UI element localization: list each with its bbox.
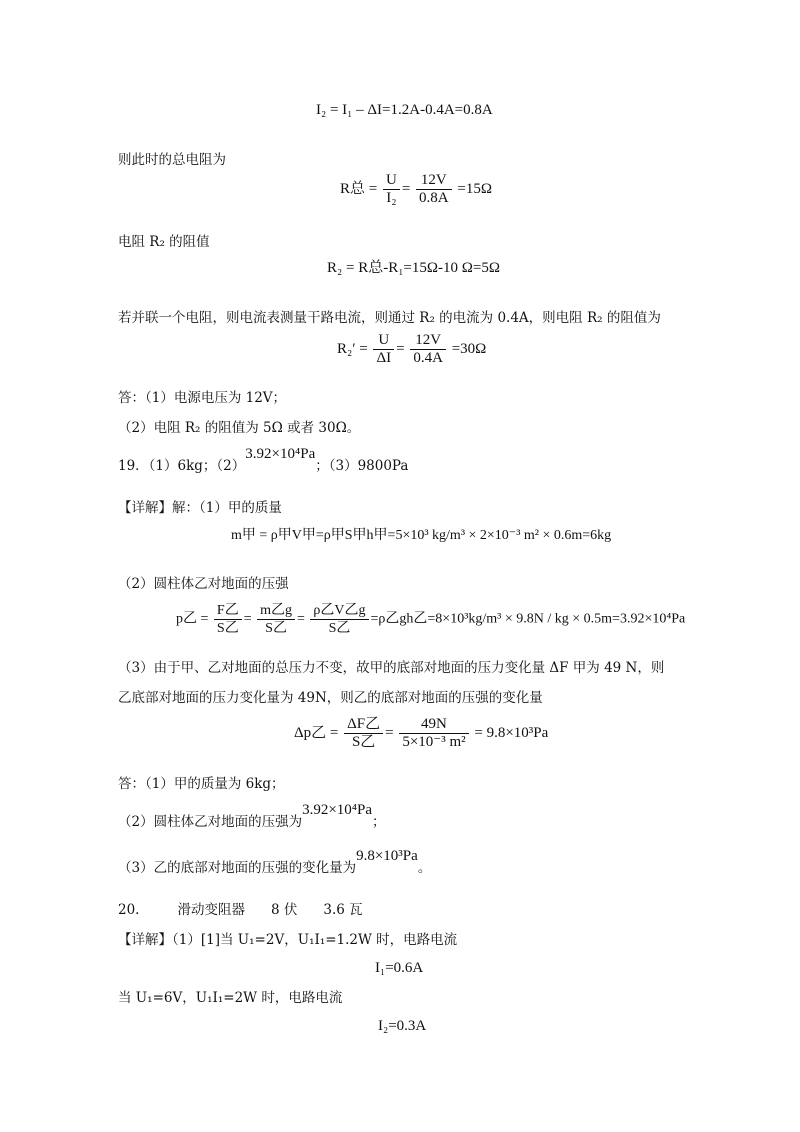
eq-rhs: =ρ乙gh乙=8×10³kg/m³ × 9.8N / kg × 0.5m=3.92×10⁴Pa: [370, 611, 686, 627]
detail-19-part3b: 乙底部对地面的压力变化量为 49N，则乙的底部对地面的压强的变化量: [118, 690, 543, 706]
answer-19-part2: （2）圆柱体乙对地面的压强为3.92×10⁴Pa；: [118, 802, 386, 830]
equation-i2: I₂ = I₁ – ΔI=1.2A-0.4A=0.8A: [316, 102, 493, 118]
equation-total-resistance: R总 = $\frac{U}{\text{I₂}}$ = $\frac{12V}{0.8A}$ =15Ω: [340, 172, 492, 206]
equation-pressure-change: Δp乙 = $\frac{\text{ΔF乙}}{\text{S乙}}$ = $\frac{49N}{\text{5×10⁻³ m²}}$ = 9.8×10³Pa: [294, 716, 549, 750]
detail-19-part2: （2）圆柱体乙对地面的压强: [118, 576, 289, 592]
eq-lhs: R₂′ =: [337, 340, 368, 357]
text-total-resistance: 则此时的总电阻为: [118, 152, 226, 168]
eq-lhs: p乙 =: [176, 611, 209, 627]
fraction: $\frac{U}{\text{I₂}}$: [383, 172, 400, 207]
fraction: $\frac{\text{m乙g}}{\text{S乙}}$: [257, 602, 295, 637]
eq-rhs: = 9.8×10³Pa: [474, 724, 549, 741]
text-r2-value: 电阻 R₂ 的阻值: [118, 234, 210, 250]
equation-i2-result: I₂=0.3A: [378, 1018, 427, 1034]
fraction: $\frac{12V}{0.8A}$: [416, 172, 452, 207]
answer-pressure-value: 3.92×10⁴Pa: [302, 802, 373, 818]
equation-i1: I₁=0.6A: [375, 960, 424, 976]
answer-pressure-change-value: 9.8×10³Pa: [356, 848, 418, 864]
answer-18-part2: （2）电阻 R₂ 的阻值为 5Ω 或者 30Ω。: [118, 420, 361, 436]
detail-19-part3a: （3）由于甲、乙对地面的总压力不变，故甲的底部对地面的压力变化量 ΔF 甲为 49 N，则: [118, 660, 665, 676]
answer-19-part1: 答：（1）甲的质量为 6kg；: [118, 776, 285, 792]
eq-rhs: =30Ω: [451, 340, 487, 357]
equation-r2: R₂ = R总-R₁=15Ω-10 Ω=5Ω: [327, 260, 501, 276]
fraction: $\frac{49N}{\text{5×10⁻³ m²}}$: [399, 716, 468, 751]
text-parallel: 若并联一个电阻，则电流表测量干路电流，则通过 R₂ 的电流为 0.4A，则电阻 R₂ 的阻值为: [118, 310, 661, 326]
detail-20-part1: 【详解】（1）[1]当 U₁=2V，U₁I₁=1.2W 时，电路电流: [118, 932, 458, 948]
detail-19-heading: 【详解】解：（1）甲的质量: [118, 500, 282, 516]
equation-mass: m甲 = ρ甲V甲=ρ甲S甲h甲=5×10³ kg/m³ × 2×10⁻³ m² × 0.6m=6kg: [231, 528, 612, 543]
eq-lhs: R总 =: [340, 180, 378, 197]
answer-20-blank3: 3.6 瓦: [323, 902, 363, 918]
q19-pressure-value: 3.92×10⁴Pa: [245, 446, 316, 462]
answer-19-part3: （3）乙的底部对地面的压强的变化量为9.8×10³Pa。: [118, 848, 432, 876]
question-20-answers: 20. 滑动变阻器 8 伏 3.6 瓦: [118, 902, 363, 918]
answer-20-blank1: 滑动变阻器: [177, 902, 245, 918]
equation-pressure: p乙 = $\frac{\text{F乙}}{\text{S乙}}$ = $\frac{\text{m乙g}}{\text{S乙}}$ = $\frac{\text{ρ乙V乙g}}{\text{S乙}}$ =ρ乙gh乙=8×10³kg/m³ × 9.8N / kg × 0.5m=3.92×10⁴Pa: [176, 603, 686, 636]
fraction: $\frac{12V}{0.4A}$: [410, 332, 446, 367]
equation-r2-prime: R₂′ = $\frac{U}{\Delta I}$ = $\frac{12V}{0.4A}$ =30Ω: [337, 332, 487, 366]
answer-20-blank2: 8 伏: [270, 902, 298, 918]
eq-rhs: =15Ω: [457, 180, 492, 197]
fraction: $\frac{\text{ρ乙V乙g}}{\text{S乙}}$: [310, 602, 368, 637]
detail-20-part2: 当 U₁=6V，U₁I₁=2W 时，电路电流: [118, 990, 343, 1006]
fraction: $\frac{\text{F乙}}{\text{S乙}}$: [214, 602, 242, 637]
fraction: $\frac{U}{\Delta I}$: [373, 332, 394, 367]
eq-lhs: Δp乙 =: [294, 724, 339, 741]
question-19-answers: 19．（1）6kg；（2）3.92×10⁴Pa；（3）9800Pa: [118, 446, 409, 474]
answer-18-part1: 答：（1）电源电压为 12V；: [118, 390, 287, 406]
fraction: $\frac{\text{ΔF乙}}{\text{S乙}}$: [344, 716, 383, 751]
